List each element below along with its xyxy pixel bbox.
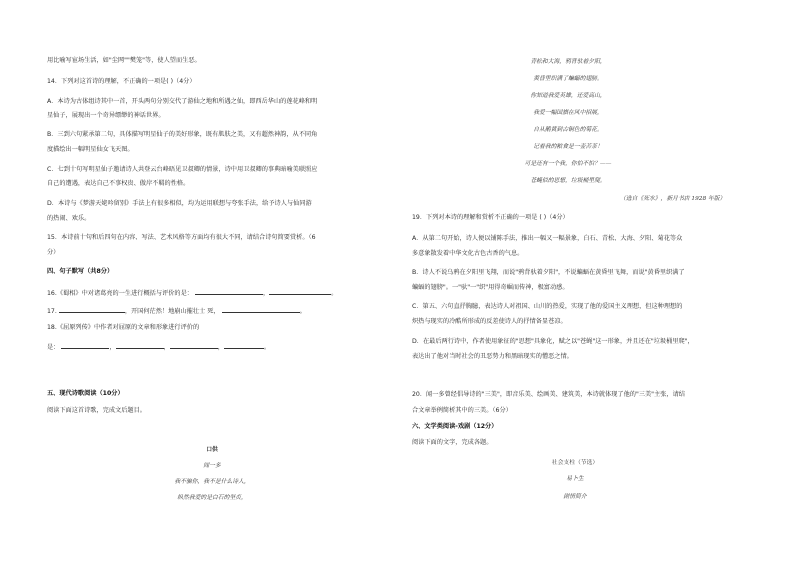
q19-option-c-cont: 炽热与现实的冷酷所形成的反差使诗人的抒情备显苍凉。 xyxy=(412,318,567,325)
poem-line-8: 记着我的粮食是一壶苦茶！ xyxy=(533,144,603,150)
question-18: 18.《屈原列传》中作者对屈原的文章和形象进行评价的 xyxy=(47,324,200,331)
drama-synopsis-label: 剧情简介 xyxy=(563,494,587,500)
q14-option-d: D．本诗与《梦游天姥吟留别》手法上有很多相似，均为运用联想与夸张手法，给予诗人与仙同游 xyxy=(47,200,312,207)
q17-blank-2[interactable] xyxy=(222,306,300,313)
q19-option-a: A．从第二句开始，诗人便以铺陈手法，推出一幅又一幅景象，白石、青松、大海、夕阳、菊花等众 xyxy=(412,235,683,242)
q19-option-c: C．第五、六句直抒胸臆，表达诗人对祖国、山川的热爱，实现了他的爱国主义理想，但这种理想的 xyxy=(412,303,683,310)
question-18-blanks: 是： ， ， ， 。 xyxy=(47,344,271,351)
q17-number: 17. xyxy=(47,308,57,315)
question-20-stem: 20．闻一多曾经倡导诗的"三美"，即音乐美、绘画美、建筑美，本诗就体现了他的"三美"主张，请结 xyxy=(412,391,685,398)
question-19-stem: 19．下列对本诗的理解和赏析不正确的一项是 ( )（4分） xyxy=(412,214,569,221)
q17-blank-1[interactable] xyxy=(59,306,125,313)
poem-author: 闻一多 xyxy=(203,463,221,469)
question-16: 16.《蜀相》中对诸葛亮的一生进行概括与评价的是： ， 。 xyxy=(47,290,338,297)
poem-line-9: 可是还有一个我，你怕不怕？—— xyxy=(524,161,612,167)
poem-line-7: 自从鹅黄到古铜色的菊花。 xyxy=(533,127,603,133)
poem-line-2: 纵然我爱的是白石的坚贞， xyxy=(177,495,247,501)
q14-option-b-cont: 度描绘出一幅明星仙女飞天图。 xyxy=(47,146,134,153)
q14-option-c-cont: 自己的遭遇，表达自己不事权贵、傲岸不羁的性格。 xyxy=(47,180,190,187)
q14-option-a: A．本诗为古体组诗其中一首，开头两句分别交代了游仙之地和所遇之仙，即西岳华山的莲花峰和明 xyxy=(47,98,318,105)
poem-line-6: 我爱一幅国旗在风中招展， xyxy=(533,110,603,116)
drama-author: 易卜生 xyxy=(566,476,584,482)
q18-blank-2[interactable] xyxy=(116,342,164,349)
poem-source: （选自《死水》，新月书店 1928 年版） xyxy=(620,196,726,202)
poem-line-4: 黄昏里织满了蝙蝠的翅膀。 xyxy=(533,76,603,82)
question-15-stem: 15．本诗前十句和后四句在内容、写法、艺术风格等方面均有很大不同，请结合诗句简要赏析。（6 xyxy=(47,234,316,241)
q19-option-d: D．在最后两行诗中，作者使用象征的"思想"具象化，赋之以"苍蝇"这一形象，并且还在"垃圾桶里爬"， xyxy=(412,338,694,345)
poem-line-1: 我不骗你，我不是什么诗人， xyxy=(174,479,250,485)
q18-prefix: 是： xyxy=(47,344,60,351)
section-5-intro: 阅读下面这首诗歌，完成文后题目。 xyxy=(47,407,146,414)
poem-line-10: 苍蝇似的思想，垃圾桶里爬。 xyxy=(530,178,606,184)
q14-option-c: C．七到十句写明星仙子邀请诗人共登云台峰晤见卫叔卿的情景，诗中用卫叔卿的事典暗喻美联照应 xyxy=(47,166,318,173)
q18-blank-3[interactable] xyxy=(170,342,218,349)
q14-option-d-cont: 的热闹、欢乐。 xyxy=(47,215,91,222)
section-6-intro: 阅读下面的文字，完成各题。 xyxy=(412,439,493,446)
q19-option-d-cont: 表达出了他对当时社会的丑恶势力和黑暗现实的憎恶之情。 xyxy=(412,353,573,360)
q19-option-a-cont: 多意象散发着中华文化古色古香的气息。 xyxy=(412,250,524,257)
drama-title: 社会支柱（节选） xyxy=(551,460,599,466)
q14-option-b: B．三到六句紧承第二句，具体描写明星仙子的美好形象，既有肌肤之美，又有超然神韵，从不同角 xyxy=(47,131,318,138)
question-20-stem-cont: 合文章举例简析其中的三美。（6分） xyxy=(412,407,512,414)
poem-title: 口供 xyxy=(206,447,218,453)
q14-option-a-cont: 星仙子，展现出一个奇异缥缈的神话世界。 xyxy=(47,112,165,119)
question-15-stem-cont: 分） xyxy=(47,249,60,256)
q18-blank-4[interactable] xyxy=(224,342,264,349)
q17-mid: ，开国何茫然！地崩山摧壮士 xyxy=(124,308,206,315)
q17-end: 。 xyxy=(299,308,306,315)
poem-line-5: 你知道我爱英雄，还爱高山， xyxy=(530,93,606,99)
prev-answer-note: 用比喻写宦场生活，如"尘网""樊笼"等，使人望而生恶。 xyxy=(47,57,201,64)
q19-option-b: B．诗人不说乌鸦在夕阳里飞翔，而说"鸦背驮着夕阳"，不说蝙蝠在黄昏里飞舞，而说"黄昏里织满了 xyxy=(412,269,685,276)
q16-text: 16.《蜀相》中对诸葛亮的一生进行概括与评价的是： xyxy=(47,290,193,297)
q16-end: 。 xyxy=(331,290,338,297)
q19-option-b-cont: 蝙蝠的翅膀"。一"驮"一"织"用得奇崛而传神，极富动感。 xyxy=(412,284,569,291)
section-6-heading: 六、文学类阅读-戏剧（12分） xyxy=(412,423,498,430)
section-4-heading: 四、句子默写（共8分） xyxy=(47,268,114,275)
q16-blank-2[interactable] xyxy=(269,288,331,295)
q18-end: 。 xyxy=(263,344,271,351)
question-14-stem: 14．下列对这首诗的理解，不正确的一项是( )（4分） xyxy=(47,78,196,85)
q16-blank-1[interactable] xyxy=(195,288,263,295)
section-5-heading: 五、现代诗歌阅读（10分） xyxy=(47,390,124,397)
poem-line-3: 青松和大海，鸦背驮着夕阳， xyxy=(530,59,606,65)
q17-mid2: 死， xyxy=(207,308,220,315)
q18-blank-1[interactable] xyxy=(61,342,109,349)
question-17 xyxy=(47,306,306,316)
